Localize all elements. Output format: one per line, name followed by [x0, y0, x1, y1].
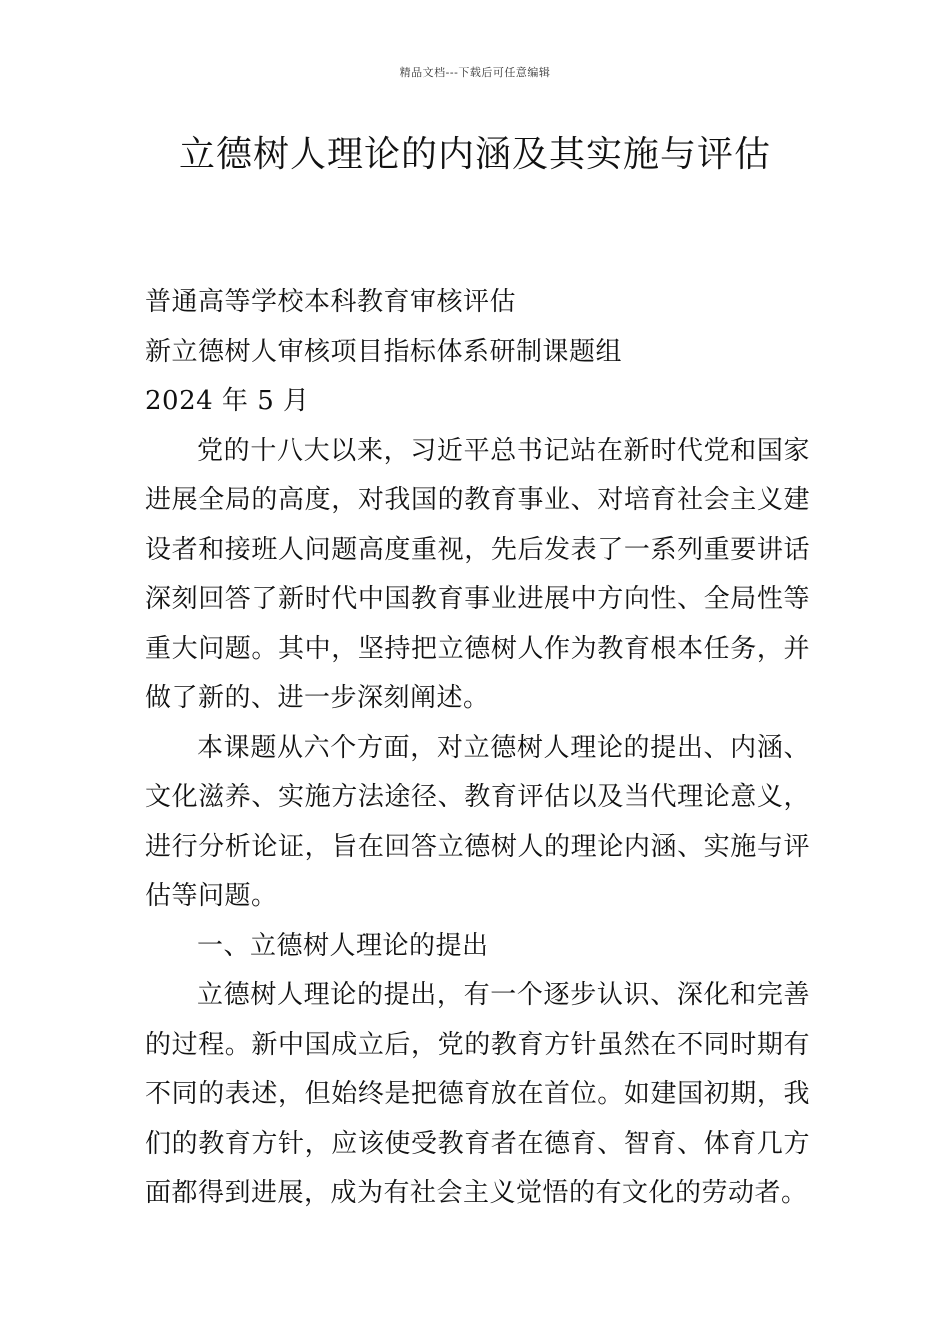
document-date: 2024 年 5 月	[145, 386, 310, 416]
paragraph-2: 本课题从六个方面，对立德树人理论的提出、内涵、文化滋养、实施方法途径、教育评估以及当代理论意义，进行分析论证，旨在回答立德树人的理论内涵、实施与评估等问题。	[145, 732, 810, 911]
document-body	[145, 278, 810, 1219]
paragraph-1: 党的十八大以来，习近平总书记站在新时代党和国家进展全局的高度，对我国的教育事业、对培育社会主义建设者和接班人问题高度重视，先后发表了一系列重要讲话深刻回答了新时代中国教育事业进展中方向性、全局性等重大问题。其中，坚持把立德树人作为教育根本任务，并做了新的、进一步深刻阐述。	[145, 435, 810, 713]
section-paragraph: 立德树人理论的提出，有一个逐步认识、深化和完善的过程。新中国成立后，党的教育方针虽然在不同时期有不同的表述，但始终是把德育放在首位。如建国初期，我们的教育方针，应该使受教育者在德育、智育、体育几方面都得到进展，成为有社会主义觉悟的有文化的劳动者。	[145, 980, 810, 1208]
document-title: 立德树人理论的内涵及其实施与评估	[178, 134, 771, 175]
header-note: 精品文档---下载后可任意编辑	[399, 66, 551, 79]
org-line-2: 新立德树人审核项目指标体系研制课题组	[145, 336, 623, 367]
section-heading: 一、立德树人理论的提出	[197, 930, 489, 961]
org-line-1: 普通高等学校本科教育审核评估	[145, 287, 517, 317]
